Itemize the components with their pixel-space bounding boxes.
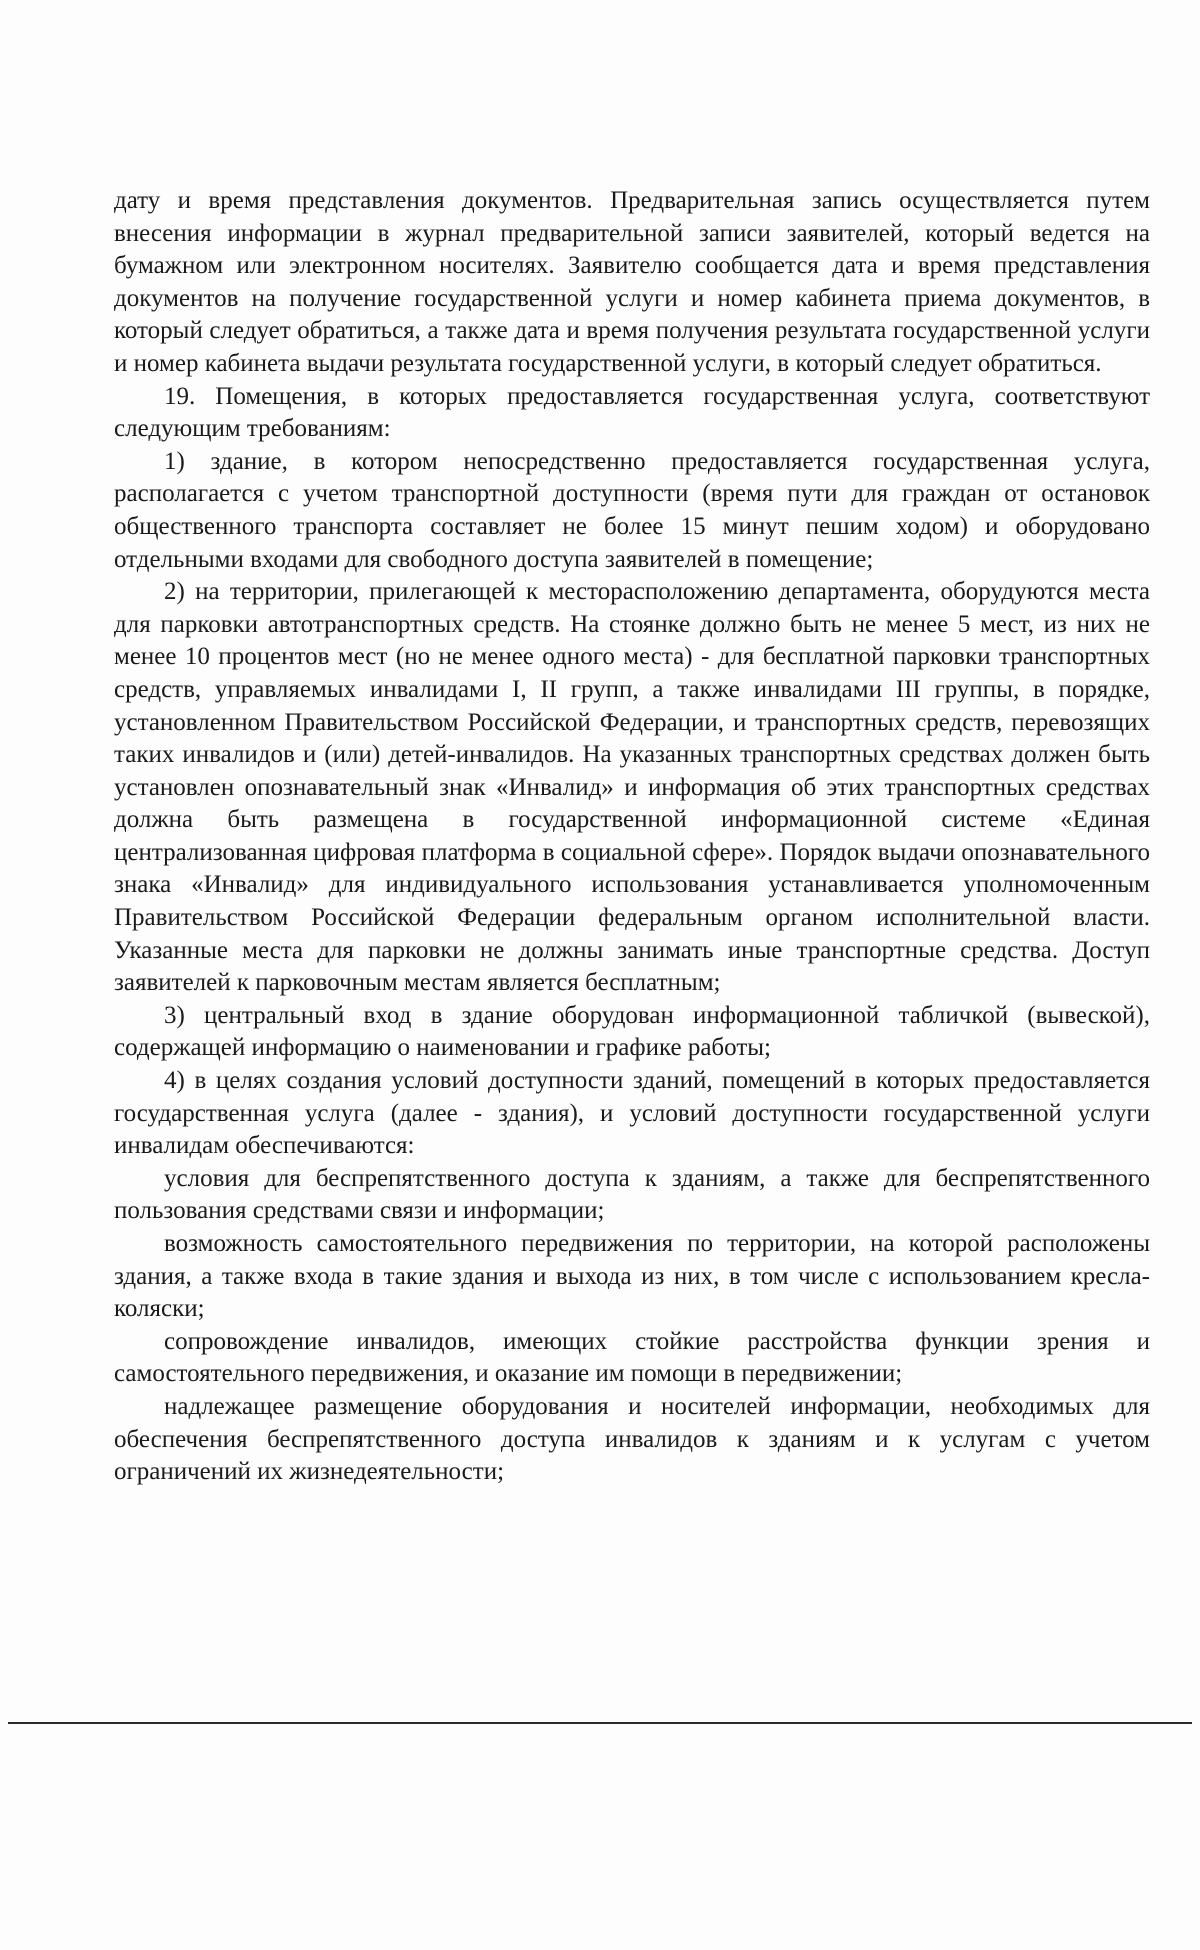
paragraph-subitem-3: 3) центральный вход в здание оборудован информационной табличкой (вывеской), содержащей информацию о наименовании и графике работы; <box>114 1001 1150 1062</box>
paragraph-subitem-4: 4) в целях создания условий доступности зданий, помещений в которых предоставляется государственная услуга (далее - здания), и условий доступности государственной услуги инвалидам обеспечиваются: <box>114 1067 1150 1160</box>
footer-divider <box>8 1722 1192 1724</box>
paragraph-continuation: дату и время представления документов. Предварительная запись осуществляется путем внесения информации в журнал предварительной записи заявителей, который ведется на бумажном или электронном носителях. Заявителю сообщается дата и время представления документов на получение государственной услуги и номер кабинета приема документов, в который следует обратиться, а также дата и время получения результата государственной услуги и номер кабинета выдачи результата государственной услуги, в который следует обратиться. <box>114 187 1150 377</box>
paragraph-condition-equipment: надлежащее размещение оборудования и носителей информации, необходимых для обеспечения беспрепятственного доступа инвалидов к зданиям и к услугам с учетом ограничений их жизнедеятельности; <box>114 1392 1150 1486</box>
paragraph-item-19: 19. Помещения, в которых предоставляется государственная услуга, соответствуют следующим требованиям: <box>114 382 1150 443</box>
paragraph-subitem-2: 2) на территории, прилегающей к месторасположению департамента, оборудуются места для парковки автотранспортных средств. На стоянке должно быть не менее 5 мест, из них не менее 10 процентов мест (но не менее одного места) - для бесплатной парковки транспортных средств, управляемых инвалидами I, II групп, а также инвалидами III группы, в порядке, установленном Правительством Российской Федерации, и транспортных средств, перевозящих таких инвалидов и (или) детей-инвалидов. На указанных транспортных средствах должен быть установлен опознавательный знак «Инвалид» и информация об этих транспортных средствах должна быть размещена в государственной информационной системе «Единая централизованная цифровая платформа в социальной сфере». Порядок выдачи опознавательного знака «Инвалид» для индивидуального использования устанавливается уполномоченным Правительством Российской Федерации федеральным органом исполнительной власти. Указанные места для парковки не должны занимать иные транспортные средства. Доступ заявителей к парковочным местам является бесплатным; <box>114 578 1150 997</box>
paragraph-subitem-1: 1) здание, в котором непосредственно предоставляется государственная услуга, располагается с учетом транспортной доступности (время пути для граждан от остановок общественного транспорта составляет не более 15 минут пешим ходом) и оборудовано отдельными входами для свободного доступа заявителей в помещение; <box>114 447 1150 573</box>
paragraph-condition-escort: сопровождение инвалидов, имеющих стойкие расстройства функции зрения и самостоятельного передвижения, и оказание им помощи в передвижении; <box>114 1327 1150 1388</box>
paragraph-condition-access: условия для беспрепятственного доступа к зданиям, а также для беспрепятственного пользования средствами связи и информации; <box>114 1164 1150 1225</box>
paragraph-condition-movement: возможность самостоятельного передвижения по территории, на которой расположены здания, а также входа в такие здания и выхода из них, в том числе с использованием кресла-коляски; <box>114 1230 1150 1323</box>
document-body <box>114 185 1150 1489</box>
